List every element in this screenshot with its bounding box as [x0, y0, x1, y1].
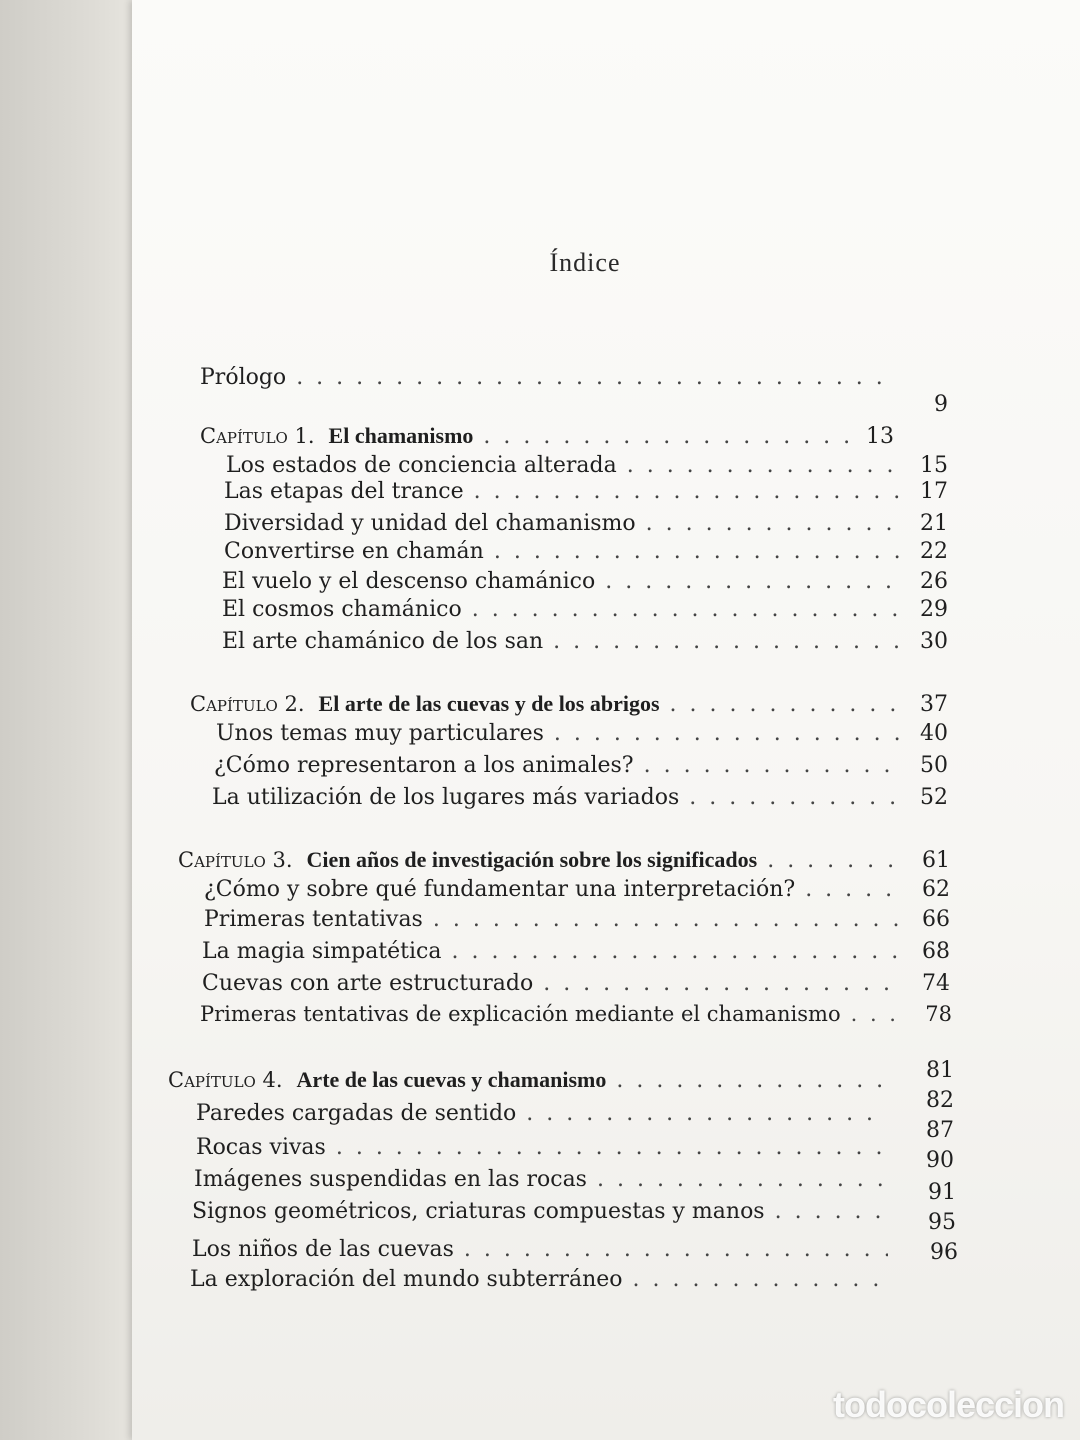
watermark-logo: todocoleccion [832, 1384, 1064, 1425]
toc-section: La magia simpatética . . . 68 [202, 938, 950, 966]
toc-chapter-3 [178, 846, 950, 875]
chapter-page: 81 [926, 1058, 954, 1083]
section-page: 90 [926, 1148, 954, 1173]
leader-dots [689, 784, 902, 812]
toc-chapter-2 [190, 690, 948, 719]
toc-section: El cosmos chamánico . . . 29 [222, 596, 948, 624]
leader-dots [554, 720, 902, 748]
leader-dots [605, 568, 902, 596]
chapter-label: Capítulo 4. [168, 1068, 283, 1092]
toc-section: Los estados de conciencia alterada . . . 15 [226, 452, 948, 480]
toc-section: Paredes cargadas de sentido . . . [196, 1100, 898, 1128]
toc-prologue [200, 364, 900, 392]
leader-dots [851, 1000, 906, 1028]
toc-section: ¿Cómo y sobre qué fundamentar una interpretación? . . . 62 [204, 876, 950, 904]
toc-section: Diversidad y unidad del chamanismo . . . 21 [224, 510, 948, 538]
toc-section: Imágenes suspendidas en las rocas . . . [194, 1166, 898, 1194]
leader-dots [633, 1266, 888, 1294]
toc-section: El vuelo y el descenso chamánico . . . 26 [222, 568, 948, 596]
toc-section: Los niños de las cuevas . . . [192, 1236, 898, 1264]
leader-dots [767, 847, 904, 875]
leader-dots [296, 364, 890, 392]
section-page: 82 [926, 1088, 954, 1113]
leader-dots [597, 1166, 888, 1194]
leader-dots [805, 876, 904, 904]
toc-prologue-label: Prólogo [200, 365, 287, 390]
chapter-page: 37 [920, 692, 948, 717]
leader-dots [472, 596, 902, 624]
chapter-page: 13 [866, 424, 894, 449]
leader-dots [670, 691, 902, 719]
chapter-title: Cien años de investigación sobre los significados [306, 847, 758, 872]
toc-section: Signos geométricos, criaturas compuestas y manos . . . [192, 1198, 898, 1226]
toc-section: Rocas vivas . . . [196, 1134, 898, 1162]
leader-dots [627, 452, 902, 480]
section-page: 95 [928, 1210, 956, 1235]
toc-prologue-page: 9 [934, 392, 948, 417]
leader-dots [543, 970, 904, 998]
chapter-label: Capítulo 2. [190, 692, 305, 716]
left-page-edge [0, 0, 132, 1440]
toc-section: Unos temas muy particulares . . . 40 [216, 720, 948, 748]
toc-section: Convertirse en chamán . . . 22 [224, 538, 948, 566]
chapter-title: Arte de las cuevas y chamanismo [296, 1067, 607, 1092]
leader-dots [553, 628, 902, 656]
leader-dots [464, 1236, 888, 1264]
leader-dots [452, 938, 905, 966]
leader-dots [474, 478, 902, 506]
toc-chapter-4 [168, 1066, 898, 1095]
chapter-page: 61 [922, 848, 950, 873]
toc-section: Las etapas del trance . . . 17 [224, 478, 948, 506]
page-title: Índice [549, 248, 621, 277]
section-page: 96 [930, 1240, 958, 1265]
leader-dots [494, 538, 902, 566]
toc-section: Primeras tentativas . . . 66 [204, 906, 950, 934]
toc-chapter-1 [200, 422, 894, 451]
toc-section: La utilización de los lugares más variados . . . 52 [212, 784, 948, 812]
section-page: 91 [928, 1180, 956, 1205]
leader-dots [483, 423, 848, 451]
chapter-label: Capítulo 3. [178, 848, 293, 872]
leader-dots [336, 1134, 888, 1162]
toc-section: ¿Cómo representaron a los animales? . . . 50 [214, 752, 948, 780]
chapter-title: El arte de las cuevas y de los abrigos [318, 691, 660, 716]
leader-dots [433, 906, 904, 934]
toc-section: Primeras tentativas de explicación mediante el chamanismo . . . 78 [200, 1000, 952, 1028]
toc-section: El arte chamánico de los san . . . 30 [222, 628, 948, 656]
toc-section: Cuevas con arte estructurado . . . 74 [202, 970, 950, 998]
chapter-title: El chamanismo [328, 423, 474, 448]
leader-dots [644, 752, 902, 780]
leader-dots [646, 510, 902, 538]
toc-section: La exploración del mundo subterráneo . . . [190, 1266, 898, 1294]
chapter-label: Capítulo 1. [200, 424, 315, 448]
leader-dots [616, 1067, 888, 1095]
section-page: 87 [926, 1118, 954, 1143]
leader-dots [526, 1100, 888, 1128]
leader-dots [775, 1198, 888, 1226]
